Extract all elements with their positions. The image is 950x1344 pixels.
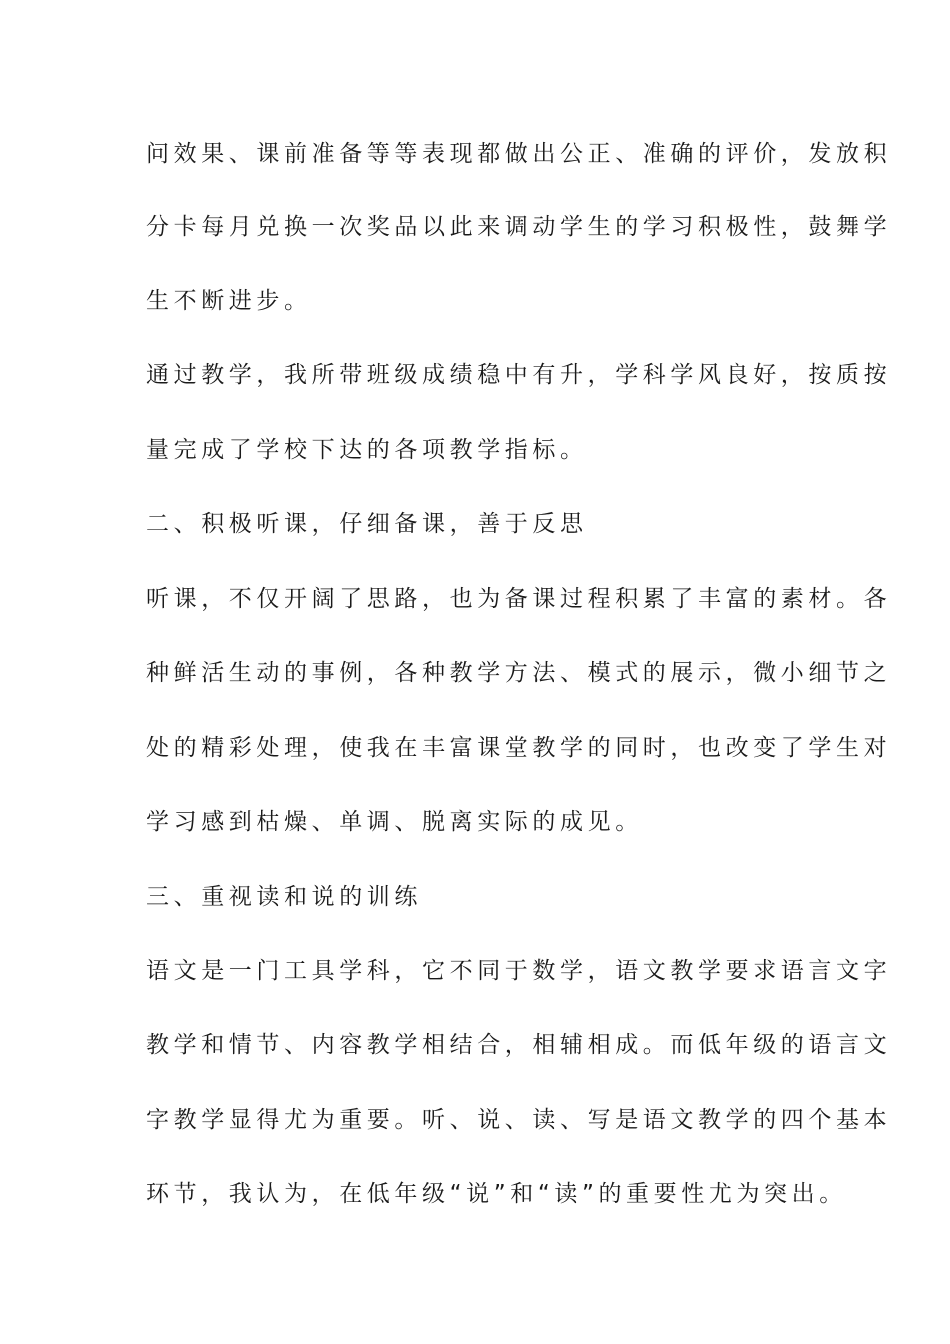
paragraph-line: 分卡每月兑换一次奖品以此来调动学生的学习积极性，鼓舞学 [146, 214, 892, 240]
paragraph-line: 字教学显得尤为重要。听、说、读、写是语文教学的四个基本 [146, 1107, 892, 1133]
paragraph-line: 教学和情节、内容教学相结合，相辅相成。而低年级的语言文 [146, 1032, 892, 1058]
paragraph-line: 语文是一门工具学科，它不同于数学，语文教学要求语言文字 [146, 958, 892, 984]
section-heading: 三、重视读和说的训练 [146, 884, 422, 910]
paragraph-line: 学习感到枯燥、单调、脱离实际的成见。 [146, 809, 643, 835]
paragraph-line: 处的精彩处理，使我在丰富课堂教学的同时，也改变了学生对 [146, 735, 892, 761]
paragraph-line: 种鲜活生动的事例，各种教学方法、模式的展示，微小细节之 [146, 660, 892, 686]
paragraph-line: 生不断进步。 [146, 288, 312, 314]
section-heading: 二、积极听课，仔细备课，善于反思 [146, 511, 588, 537]
paragraph-line: 通过教学，我所带班级成绩稳中有升，学科学风良好，按质按 [146, 362, 892, 388]
paragraph-line: 环节，我认为，在低年级“说”和“读”的重要性尤为突出。 [146, 1181, 847, 1207]
paragraph-line: 问效果、课前准备等等表现都做出公正、准确的评价，发放积 [146, 141, 892, 167]
paragraph-line: 听课，不仅开阔了思路，也为备课过程积累了丰富的素材。各 [146, 586, 892, 612]
paragraph-line: 量完成了学校下达的各项教学指标。 [146, 437, 588, 463]
